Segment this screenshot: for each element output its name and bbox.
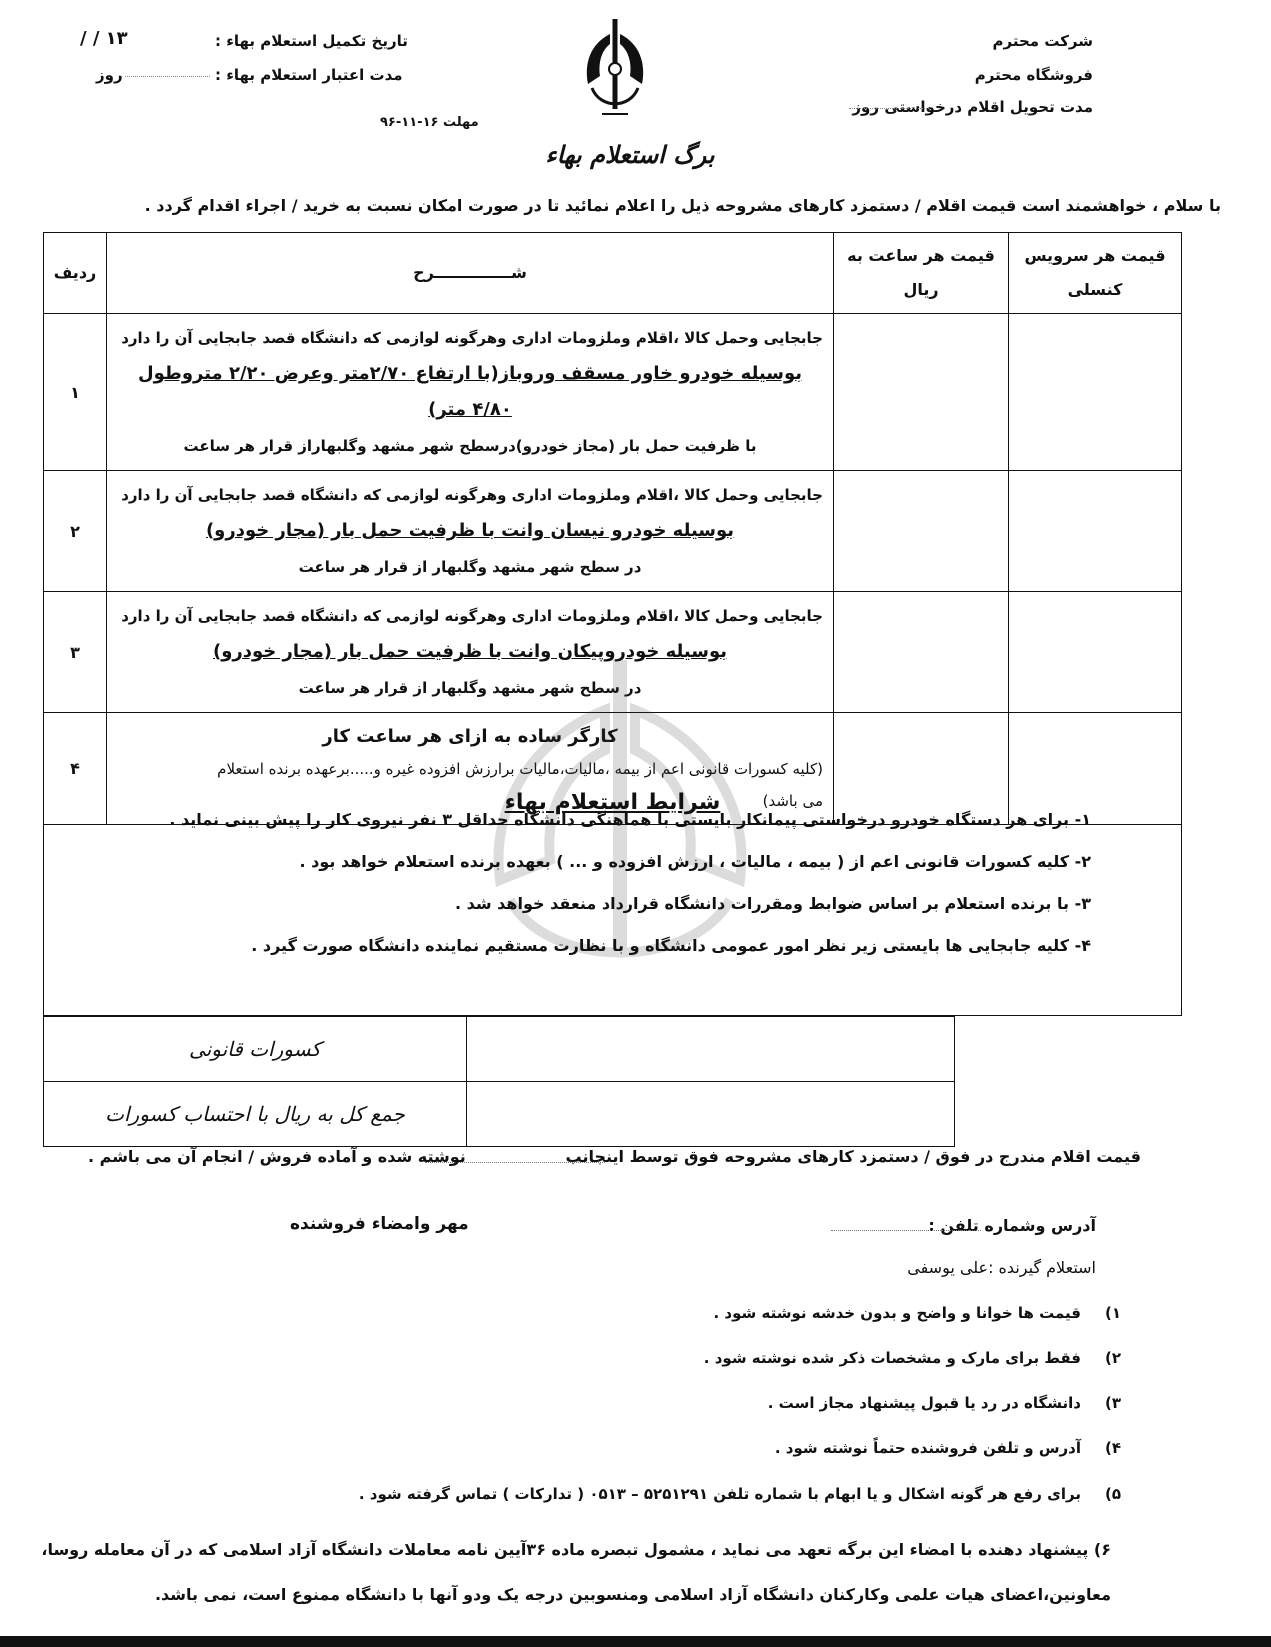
header-row-number: ردیف [44, 233, 107, 314]
signature-label: مهر وامضاء فروشنده [290, 1214, 469, 1234]
deadline-label: مهلت ۱۶-۱۱-۹۶ [380, 115, 479, 130]
delivery-label: مدت تحویل اقلام درخواستی [884, 98, 1093, 116]
completion-date-label: تاریخ تکمیل استعلام بهاء : [215, 32, 408, 50]
note-item: ۲)فقط برای مارک و مشخصات ذکر شده نوشته شود . [703, 1349, 1121, 1367]
condition-item: ۲- کلیه کسورات قانونی اعم از ( بیمه ، مالیات ، ارزش افزوده و ... ) بعهده برنده استعلام خواهد بود . [299, 852, 1091, 871]
row-line3: می باشد) [762, 791, 823, 810]
final-note-line2: معاونین،اعضای هیات علمی وکارکنان دانشگاه آزاد اسلامی ومنسوبین درجه یک ودو آنها با دانشگاه ممنوع است، نمی باشد. [154, 1585, 1111, 1604]
row-line2: (کلیه کسورات قانونی اعم از بیمه ،مالیات،مالیات برارزش افزوده غیره و.....برعهده برنده استعلام [217, 759, 823, 778]
note-item: ۳)دانشگاه در رد یا قبول پیشنهاد مجاز است . [767, 1394, 1121, 1412]
final-note-line1: ۶) پیشنهاد دهنده با امضاء این برگه تعهد می نماید ، مشمول تبصره ماده ۳۶آیین نامه معاملات دانشگاه آزاد اسلامی که در آن معامله روسا، [41, 1540, 1111, 1559]
row-line1: جابجایی وحمل کالا ،اقلام وملزومات اداری وهرگونه لوازمی که دانشگاه قصد جابجایی آن را دارد [121, 329, 823, 347]
row-number: ۲ [44, 471, 107, 592]
note-item: ۱)قیمت ها خوانا و واضح و بدون خدشه نوشته شود . [713, 1304, 1121, 1322]
header-hourly-price: قیمت هر ساعت به ریال [834, 233, 1009, 314]
condition-item: ۳- با برنده استعلام بر اساس ضوابط ومقررات دانشگاه قرارداد منعقد خواهد شد . [454, 894, 1091, 913]
deductions-value-cell[interactable] [467, 1017, 955, 1082]
service-price-cell[interactable] [1009, 471, 1182, 592]
header-service-price: قیمت هر سرویس کنسلی [1009, 233, 1182, 314]
condition-item: ۴- کلیه جابجایی ها بایستی زیر نظر امور عمومی دانشگاه و با نظارت مستقیم نماینده دانشگاه صورت گیرد . [251, 936, 1091, 955]
row-line1: جابجایی وحمل کالا ،اقلام وملزومات اداری وهرگونه لوازمی که دانشگاه قصد جابجایی آن را دارد [121, 607, 823, 625]
conditions-title: شرایط استعلام بهاء [504, 790, 721, 815]
summary-table [43, 1016, 955, 1147]
row-line3: در سطح شهر مشهد وگلبهار از قرار هر ساعت [298, 558, 642, 576]
total-value-cell[interactable] [467, 1082, 955, 1147]
row-line1: جابجایی وحمل کالا ،اقلام وملزومات اداری وهرگونه لوازمی که دانشگاه قصد جابجایی آن را دارد [121, 486, 823, 504]
company-label: شرکت محترم [992, 32, 1093, 50]
address-blank[interactable] [831, 1230, 981, 1231]
row-number: ۴ [44, 713, 107, 825]
validity-unit: روز [96, 66, 123, 84]
store-label: فروشگاه محترم [974, 66, 1093, 84]
validity-label: مدت اعتبار استعلام بهاء : [215, 66, 403, 84]
table-row [44, 471, 1182, 592]
statement-part1: قیمت اقلام مندرج در فوق / دستمزد کارهای مشروحه فوق توسط اینجانب [565, 1147, 1141, 1166]
total-label: جمع کل به ریال با احتساب کسورات [44, 1082, 467, 1147]
delivery-blank [849, 108, 929, 109]
table-row [44, 314, 1182, 471]
conditions-box [43, 780, 1182, 1016]
note-item: ۴)آدرس و تلفن فروشنده حتماً نوشته شود . [774, 1439, 1121, 1457]
intro-text: با سلام ، خواهشمند است قیمت اقلام / دستمزد کارهای مشروحه ذیل را اعلام نمائید تا در صورت امکان نسبت به خرید / اجراء اقدام گردد . [144, 196, 1221, 215]
row-line2: بوسیله خودروپیکان وانت با ظرفیت حمل بار (مجار خودرو) [213, 641, 727, 662]
deductions-label: کسورات قانونی [44, 1017, 467, 1082]
row-number: ۱ [44, 314, 107, 471]
row-description [107, 314, 834, 471]
row-line3: در سطح شهر مشهد وگلبهار از قرار هر ساعت [298, 679, 642, 697]
service-price-cell[interactable] [1009, 314, 1182, 471]
row-description [107, 471, 834, 592]
scan-edge-bar [0, 1636, 1271, 1647]
row-line2: بوسیله خودرو نیسان وانت با ظرفیت حمل بار (مجار خودرو) [205, 520, 735, 541]
hourly-price-cell[interactable] [834, 471, 1009, 592]
validity-blank [125, 76, 210, 77]
address-label: آدرس وشماره تلفن : [928, 1216, 1096, 1235]
header-description: شــــــــــــــرح [107, 233, 834, 314]
row-line2: بوسیله خودرو خاور مسقف وروباز(با ارتفاع ۲/۷۰متر وعرض ۲/۲۰ متروطول ۴/۸۰ متر) [137, 363, 803, 420]
university-logo-icon [580, 14, 650, 124]
page-title: برگ استعلام بهاء [545, 140, 715, 169]
summary-row [44, 1082, 955, 1147]
row-number: ۳ [44, 592, 107, 713]
statement-part2: نوشته شده و آماده فروش / انجام آن می باشم . [88, 1147, 466, 1166]
hourly-price-cell[interactable] [834, 592, 1009, 713]
hourly-price-cell[interactable] [834, 314, 1009, 471]
summary-row [44, 1017, 955, 1082]
delivery-unit: روز [852, 98, 879, 116]
condition-item: ۱- برای هر دستگاه خودرو درخواستی پیمانکار بایستی با هماهنگی دانشگاه حداقل ۳ نفر نیروی کار را پیش بینی نماید . [169, 810, 1091, 829]
table-header-row [44, 233, 1182, 314]
completion-date-value: / / ۱۳ [80, 28, 128, 49]
row-line3: با ظرفیت حمل بار (مجاز خودرو)درسطح شهر مشهد وگلبهاراز قرار هر ساعت [183, 437, 757, 455]
row-line1: کارگر ساده به ازای هر ساعت کار [322, 725, 618, 747]
receiver-label: استعلام گیرنده :علی یوسفی [907, 1258, 1096, 1277]
note-item: ۵)برای رفع هر گونه اشکال و یا ابهام با شماره تلفن ۵۲۵۱۲۹۱ – ۰۵۱۳ ( تدارکات ) تماس گرفته شود . [358, 1485, 1121, 1503]
service-price-cell[interactable] [1009, 592, 1182, 713]
